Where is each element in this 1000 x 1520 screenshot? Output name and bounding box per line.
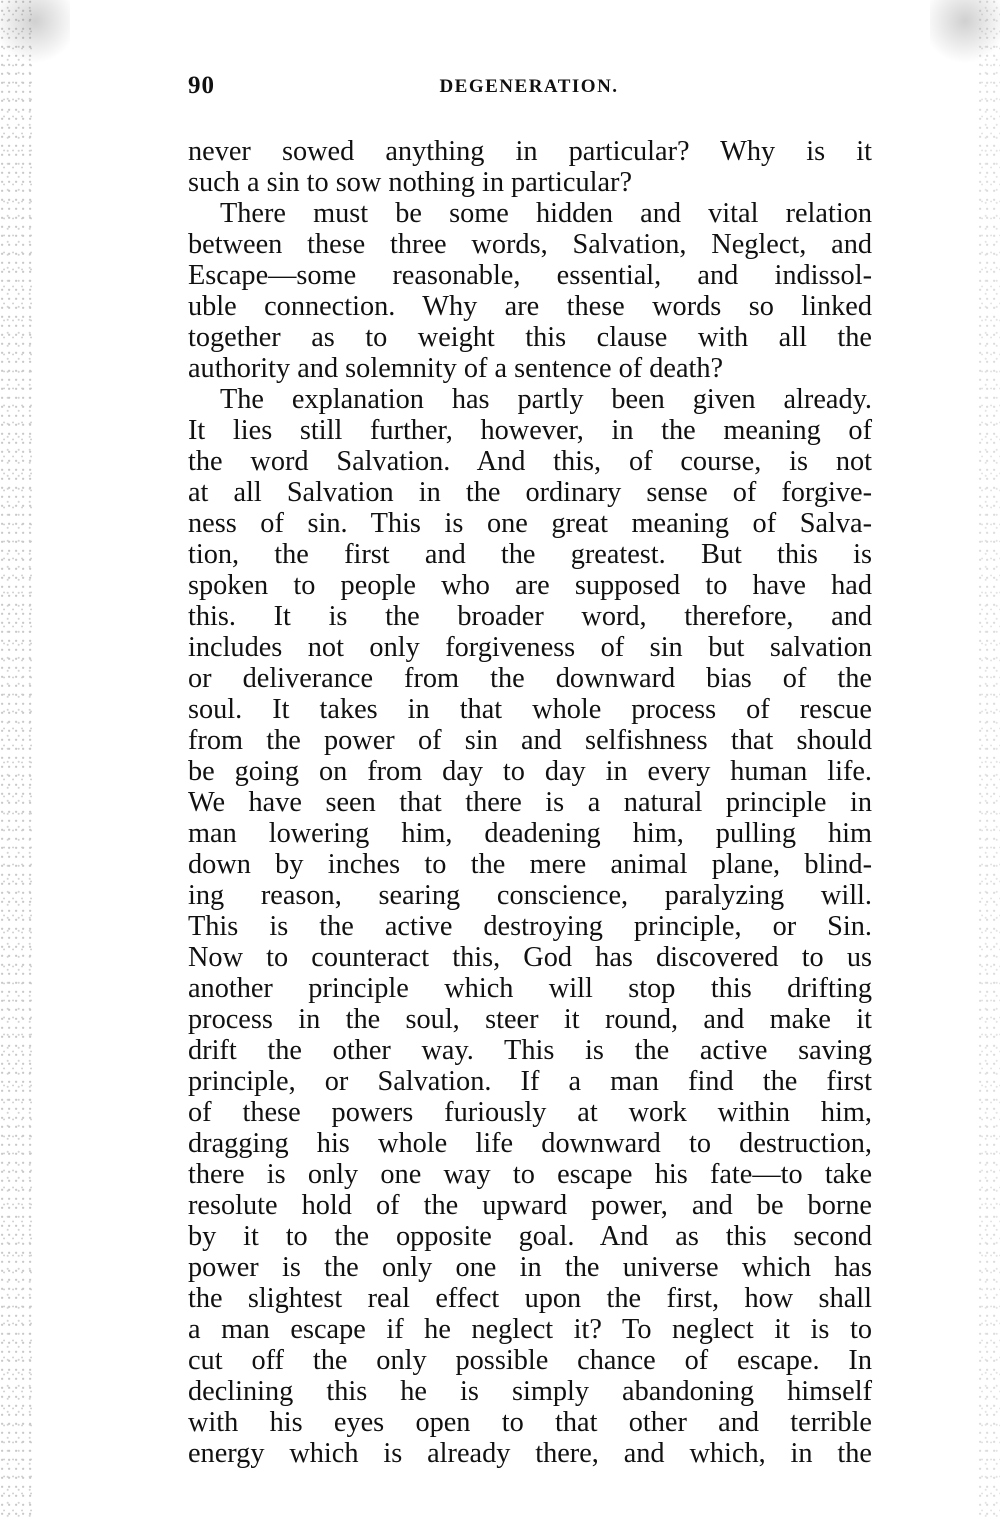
text-line: with his eyes open to that other and terrible [188,1407,872,1438]
text-line: this. It is the broader word, therefore, and [188,601,872,632]
text-line: never sowed anything in particular? Why is it [188,136,872,167]
text-line: the word Salvation. And this, of course, is not [188,446,872,477]
text-line: down by inches to the mere animal plane, blind- [188,849,872,880]
text-line: uble connection. Why are these words so linked [188,291,872,322]
text-line: process in the soul, steer it round, and make it [188,1004,872,1035]
text-line: ing reason, searing conscience, paralyzing will. [188,880,872,911]
running-title: DEGENERATION. [439,76,619,97]
text-line: the slightest real effect upon the first, how shall [188,1283,872,1314]
page-number: 90 [188,72,215,99]
text-line: principle, or Salvation. If a man find the first [188,1066,872,1097]
text-line: It lies still further, however, in the meaning of [188,415,872,446]
text-line: The explanation has partly been given already. [220,384,872,415]
text-line: spoken to people who are supposed to have had [188,570,872,601]
scan-smudge-top-left [0,0,70,70]
scan-edge-left [0,0,34,1520]
text-line: Escape—some reasonable, essential, and indissol- [188,260,872,291]
text-line: soul. It takes in that whole process of rescue [188,694,872,725]
text-line: of these powers furiously at work within him, [188,1097,872,1128]
text-line: tion, the first and the greatest. But this is [188,539,872,570]
text-line: We have seen that there is a natural principle in [188,787,872,818]
text-line: at all Salvation in the ordinary sense of forgive- [188,477,872,508]
text-line: man lowering him, deadening him, pulling him [188,818,872,849]
text-line: Now to counteract this, God has discovered to us [188,942,872,973]
text-line: authority and solemnity of a sentence of death? [188,353,724,384]
text-line: declining this he is simply abandoning himself [188,1376,872,1407]
text-line: power is the only one in the universe which has [188,1252,872,1283]
text-line: another principle which will stop this drifting [188,973,872,1004]
text-line: there is only one way to escape his fate—to take [188,1159,872,1190]
text-line: includes not only forgiveness of sin but salvation [188,632,872,663]
text-line: together as to weight this clause with all the [188,322,872,353]
text-line: a man escape if he neglect it? To neglect it is to [188,1314,872,1345]
text-line: cut off the only possible chance of escape. In [188,1345,872,1376]
text-line: drift the other way. This is the active saving [188,1035,872,1066]
text-line: be going on from day to day in every human life. [188,756,872,787]
text-line: There must be some hidden and vital relation [220,198,872,229]
text-line: from the power of sin and selfishness that should [188,725,872,756]
text-line: This is the active destroying principle, or Sin. [188,911,872,942]
body-text [188,136,872,1469]
scan-smudge-top-right [930,0,1000,70]
scan-edge-right [978,0,1000,1520]
text-line: ness of sin. This is one great meaning of Salva- [188,508,872,539]
text-line: such a sin to sow nothing in particular? [188,167,633,198]
text-line: energy which is already there, and which, in the [188,1438,872,1469]
text-line: dragging his whole life downward to destruction, [188,1128,872,1159]
text-line: between these three words, Salvation, Neglect, and [188,229,872,260]
text-line: resolute hold of the upward power, and be borne [188,1190,872,1221]
running-head [188,72,870,106]
text-line: by it to the opposite goal. And as this second [188,1221,872,1252]
text-line: or deliverance from the downward bias of the [188,663,872,694]
